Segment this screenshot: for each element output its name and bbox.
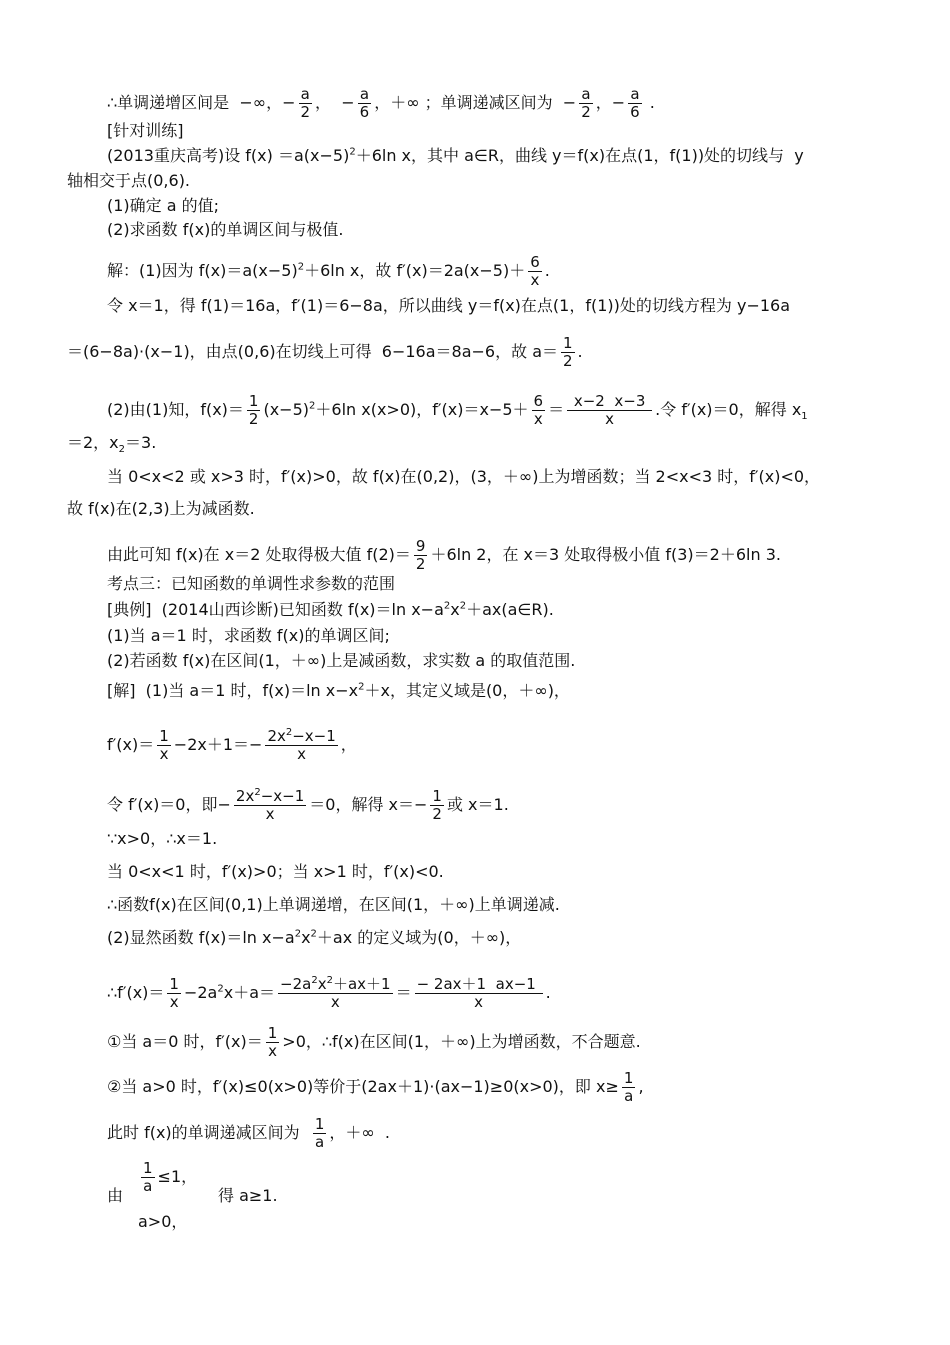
text-line: (1)当 a＝1 时，求函数 f(x)的单调区间;: [107, 626, 390, 645]
text-line: [解] (1)当 a＝1 时，f(x)＝ln $x-x^2+x$，其定义域是(0，＋∞)，: [107, 681, 570, 700]
text-line: (2)显然函数 f(x)＝ln $x-a^2x^2+ax$ 的定义域为(0，＋∞)，: [107, 928, 522, 947]
text-line: [典例] (2014山西诊断)已知函数 f(x)＝ln $x-a^2x^2+ax(a\in R)$.: [107, 600, 554, 619]
text-line: ①当 a＝0 时，f′(x)＝ $\frac{1}{x}$ >0，∴f(x)在区间(1，＋∞)上为增函数，不合题意.: [107, 1024, 641, 1060]
text-line: 轴相交于点(0,6).: [67, 171, 191, 190]
text-line: 当 0<x<2 或 x>3 时，f′(x)>0，故 f(x)在(0,2)，(3，＋∞)上为增函数；当 2<x<3 时，f′(x)<0，: [107, 467, 821, 486]
text-line: (1)确定 a 的值;: [107, 196, 220, 215]
text-line: 故 f(x)在(2,3)上为减函数.: [67, 499, 255, 518]
system-line-1: $\frac{1}{a}$ ≤1，: [143, 1159, 198, 1195]
text-line: (2)由(1)知，f(x)＝ $\frac{1}{2}$ $(x-5)^2+6\ln$ x(x>0)，f′(x)＝x−5＋ $\frac{6}{x}$ ＝ $\frac{x-2 x-3}{x}$ .令 f′(x)＝0，解得 $x_1$: [107, 392, 808, 428]
text-line: (2013重庆高考)设 $f(x) =a(x-5)^2+6\ln$ x，其中 a∈R，曲线 y＝f(x)在点(1，f(1))处的切线与 y: [107, 146, 804, 165]
text-line: ∴函数f(x)在区间(0,1)上单调递增，在区间(1，＋∞)上单调递减.: [107, 895, 560, 914]
text-line: 当 0<x<1 时，f′(x)>0；当 x>1 时，f′(x)<0.: [107, 862, 444, 881]
text-line: (2)若函数 f(x)在区间(1，＋∞)上是减函数，求实数 a 的取值范围.: [107, 651, 576, 670]
text-line: f′(x)＝ $\frac{1}{x}$ −2x＋1＝− $\frac{2x^2-x-1}{x}$ ，: [107, 727, 357, 763]
text-line: 令 x＝1，得 f(1)＝16a，f′(1)＝6−8a，所以曲线 y＝f(x)在点(1，f(1))处的切线方程为 y−16a: [107, 296, 791, 315]
text-line: 此时 f(x)的单调递减区间为 $\frac{1}{a}$ ，＋∞ .: [107, 1115, 390, 1151]
text-line: ∴f′(x)＝ $\frac{1}{x}$ $-2a^2x+a=$ $\frac{-2a^2x^2+ax+1}{x}$ ＝ $\frac{- 2ax+1 ax-1}{x}$ .: [107, 975, 551, 1011]
text-line: 令 f′(x)＝0，即− $\frac{2x^2-x-1}{x}$ ＝0，解得 x＝− $\frac{1}{2}$ 或 x＝1.: [107, 787, 509, 823]
text-line: ∴单调递增区间是 −∞，− $\frac{a}{2}$ ， − $\frac{a}{6}$ ，＋∞ ；单调递减区间为 − $\frac{a}{2}$ ，− $\frac{a}{6}$ .: [107, 85, 655, 121]
text-line: ＝(6−8a)·(x−1)，由点(0,6)在切线上可得 6−16a＝8a−6，故 a＝ $\frac{1}{2}$ .: [67, 334, 583, 370]
text-line: (2)求函数 f(x)的单调区间与极值.: [107, 220, 344, 239]
text-line: [针对训练]: [107, 121, 184, 140]
text-line: ＝2，$x_2=3$.: [67, 433, 157, 456]
text-line: 解：(1)因为 $f(x)=a(x-5)^2+6\ln$ x，故 f′(x)＝2a(x−5)＋ $\frac{6}{x}$ .: [107, 253, 550, 289]
text-line: 由此可知 f(x)在 x＝2 处取得极大值 f(2)＝ $\frac{9}{2}$ ＋6ln 2，在 x＝3 处取得极小值 f(3)＝2＋6ln 3.: [107, 537, 781, 573]
text-line: ②当 a>0 时，f′(x)≤0(x>0)等价于(2ax＋1)·(ax−1)≥0(x>0)，即 x≥ $\frac{1}{a}$ ,: [107, 1069, 644, 1105]
system-label: 由: [107, 1186, 124, 1205]
system-line-2: a>0，: [138, 1212, 188, 1231]
system-result: 得 a≥1.: [218, 1186, 278, 1205]
text-line: ∵x>0，∴x＝1.: [107, 829, 218, 848]
section-heading: 考点三：已知函数的单调性求参数的范围: [107, 574, 396, 593]
